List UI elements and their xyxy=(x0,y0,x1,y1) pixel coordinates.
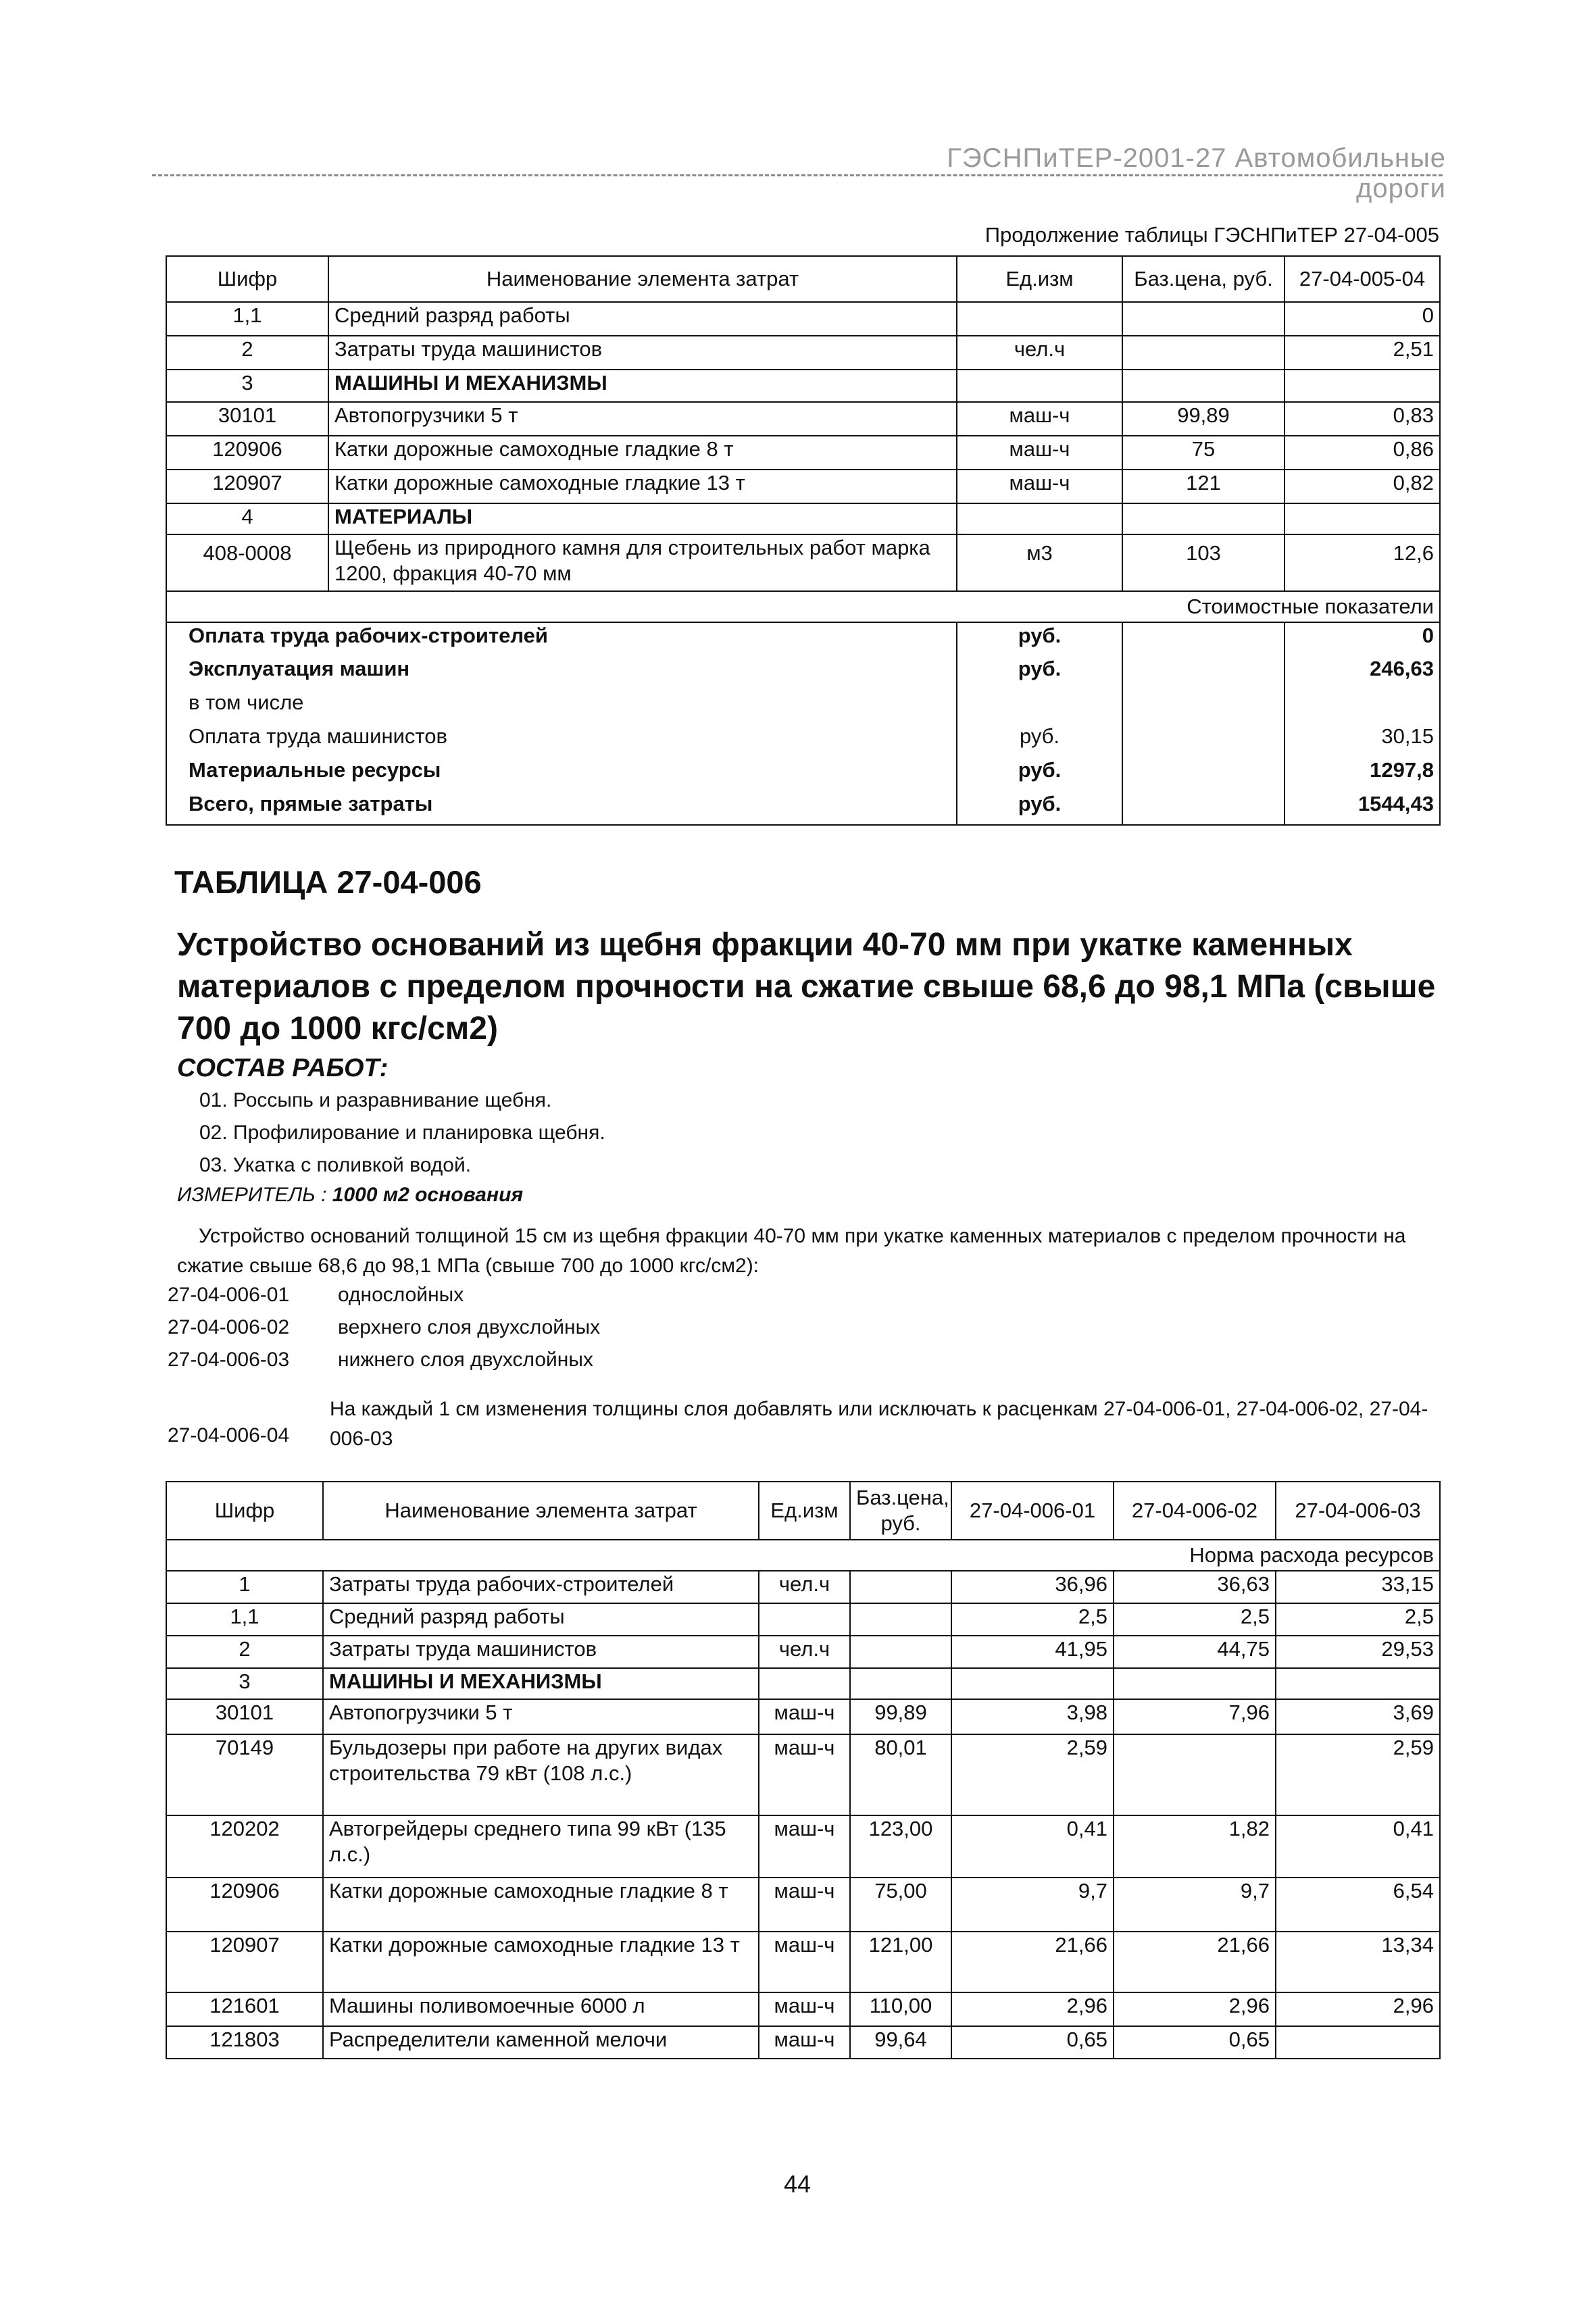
norm-header: Норма расхода ресурсов xyxy=(166,1540,1440,1571)
cell-price: 99,64 xyxy=(850,2026,951,2059)
cell-code: 121803 xyxy=(166,2026,323,2059)
col-header-rate-02: 27-04-006-02 xyxy=(1114,1482,1276,1540)
cost-row xyxy=(166,791,1440,825)
cost-value: 1297,8 xyxy=(1285,757,1440,791)
col-header-code: Шифр xyxy=(166,1482,323,1540)
cell-value xyxy=(1114,1668,1276,1699)
cell-value: 6,54 xyxy=(1276,1878,1440,1932)
table-title: ТАБЛИЦА 27-04-006 xyxy=(174,864,482,900)
rate-code: 27-04-006-01 xyxy=(168,1284,290,1306)
cost-empty xyxy=(1122,757,1285,791)
cell-value: 9,7 xyxy=(1114,1878,1276,1932)
description: Устройство оснований толщиной 15 см из щебня фракции 40-70 мм при укатке каменных материалов с пределом прочности на сжатие свыше 68,6 до 98,1 МПа (свыше 700 до 1000 кгс/см2): xyxy=(177,1225,1406,1277)
cell-code: 120906 xyxy=(166,1878,323,1932)
cell-code: 4 xyxy=(166,503,328,534)
cell-price xyxy=(1122,336,1285,370)
cost-table-27-04-005 xyxy=(166,255,1441,826)
cost-empty xyxy=(1122,690,1285,724)
cell-value: 3,98 xyxy=(951,1699,1114,1734)
cell-value: 0,82 xyxy=(1285,470,1440,503)
works-heading: СОСТАВ РАБОТ: xyxy=(177,1054,389,1082)
rate-code: 27-04-006-03 xyxy=(168,1349,290,1371)
cell-value: 0,65 xyxy=(1114,2026,1276,2059)
cell-price xyxy=(1122,302,1285,336)
cell-name: Бульдозеры при работе на других видах строительства 79 кВт (108 л.с.) xyxy=(323,1734,759,1815)
cost-value xyxy=(1285,690,1440,724)
cost-value: 30,15 xyxy=(1285,724,1440,757)
table-row xyxy=(166,436,1440,470)
cell-name: Катки дорожные самоходные гладкие 8 т xyxy=(328,436,957,470)
col-header-price: Баз.цена, руб. xyxy=(1122,256,1285,302)
cell-code: 120907 xyxy=(166,470,328,503)
page-number: 44 xyxy=(783,2170,812,2198)
cell-section-name: МАШИНЫ И МЕХАНИЗМЫ xyxy=(323,1668,759,1699)
cell-value: 36,63 xyxy=(1114,1571,1276,1603)
cost-value: 1544,43 xyxy=(1285,791,1440,825)
cell-unit: маш-ч xyxy=(759,1815,850,1878)
cell-value: 0,83 xyxy=(1285,402,1440,436)
resource-norm-table-27-04-006 xyxy=(166,1481,1441,2059)
cost-empty xyxy=(1122,656,1285,690)
cell-price: 103 xyxy=(1122,534,1285,591)
cell-value: 7,96 xyxy=(1114,1699,1276,1734)
cell-unit: маш-ч xyxy=(957,470,1122,503)
cell-value: 21,66 xyxy=(1114,1932,1276,1992)
cell-value: 2,5 xyxy=(1114,1603,1276,1636)
measurer-value: 1000 м2 основания xyxy=(332,1184,524,1206)
cell-name: Средний разряд работы xyxy=(328,302,957,336)
work-item: 02. Профилирование и планировка щебня. xyxy=(199,1122,605,1144)
table-row xyxy=(166,2026,1440,2059)
work-item: 03. Укатка с поливкой водой. xyxy=(199,1154,472,1176)
col-header-name: Наименование элемента затрат xyxy=(323,1482,759,1540)
cell-code: 120906 xyxy=(166,436,328,470)
table-row xyxy=(166,1603,1440,1636)
cell-price: 75 xyxy=(1122,436,1285,470)
col-header-unit: Ед.изм xyxy=(957,256,1122,302)
cell-value: 2,59 xyxy=(1276,1734,1440,1815)
cost-unit: руб. xyxy=(957,791,1122,825)
section-title: Устройство оснований из щебня фракции 40-70 мм при укатке каменных материалов с пределом прочности на сжатие свыше 68,6 до 98,1 МПа (свыше 700 до 1000 кгс/см2) xyxy=(177,927,1436,1047)
cell-price: 99,89 xyxy=(1122,402,1285,436)
cell-code: 3 xyxy=(166,370,328,402)
cell-value: 3,69 xyxy=(1276,1699,1440,1734)
cell-value: 1,82 xyxy=(1114,1815,1276,1878)
cost-row xyxy=(166,622,1440,656)
cell-unit: маш-ч xyxy=(759,1992,850,2026)
cell-value xyxy=(1285,370,1440,402)
cell-price: 75,00 xyxy=(850,1878,951,1932)
cell-unit: маш-ч xyxy=(759,1932,850,1992)
cell-code: 121601 xyxy=(166,1992,323,2026)
cell-unit: маш-ч xyxy=(759,1734,850,1815)
cell-price xyxy=(850,1636,951,1668)
table-row xyxy=(166,370,1440,402)
cell-code: 120907 xyxy=(166,1932,323,1992)
cell-price: 110,00 xyxy=(850,1992,951,2026)
table-row xyxy=(166,1571,1440,1603)
cost-empty xyxy=(1122,622,1285,656)
cell-code: 408-0008 xyxy=(166,534,328,591)
cell-name: Катки дорожные самоходные гладкие 8 т xyxy=(323,1878,759,1932)
cell-name: Катки дорожные самоходные гладкие 13 т xyxy=(323,1932,759,1992)
cell-value xyxy=(1276,2026,1440,2059)
cell-unit: маш-ч xyxy=(957,402,1122,436)
cell-unit: м3 xyxy=(957,534,1122,591)
cell-price xyxy=(850,1571,951,1603)
cell-value: 13,34 xyxy=(1276,1932,1440,1992)
col-header-price: Баз.цена, руб. xyxy=(850,1482,951,1540)
cell-unit xyxy=(957,370,1122,402)
cell-name: Автогрейдеры среднего типа 99 кВт (135 л.с.) xyxy=(323,1815,759,1878)
rate-code-text: однослойных xyxy=(338,1284,464,1306)
cell-code: 30101 xyxy=(166,402,328,436)
cell-code: 30101 xyxy=(166,1699,323,1734)
cell-name: Щебень из природного камня для строительных работ марка 1200, фракция 40-70 мм xyxy=(328,534,957,591)
cost-value: 246,63 xyxy=(1285,656,1440,690)
cost-empty xyxy=(1122,724,1285,757)
cost-label: Всего, прямые затраты xyxy=(166,791,957,825)
table-row xyxy=(166,1932,1440,1992)
cell-value: 33,15 xyxy=(1276,1571,1440,1603)
cell-price xyxy=(850,1603,951,1636)
cell-code: 2 xyxy=(166,336,328,370)
cell-value: 0 xyxy=(1285,302,1440,336)
cell-name: Автопогрузчики 5 т xyxy=(328,402,957,436)
cell-value: 0,41 xyxy=(951,1815,1114,1878)
cell-name: Машины поливомоечные 6000 л xyxy=(323,1992,759,2026)
col-header-name: Наименование элемента затрат xyxy=(328,256,957,302)
col-header-code: Шифр xyxy=(166,256,328,302)
cost-row xyxy=(166,757,1440,791)
table-row xyxy=(166,336,1440,370)
cost-row xyxy=(166,724,1440,757)
rate-code-text: верхнего слоя двухслойных xyxy=(338,1316,601,1338)
cost-value: 0 xyxy=(1285,622,1440,656)
cell-value: 21,66 xyxy=(951,1932,1114,1992)
cell-value: 29,53 xyxy=(1276,1636,1440,1668)
cost-indicators-header: Стоимостные показатели xyxy=(166,591,1440,622)
cell-price: 121,00 xyxy=(850,1932,951,1992)
cell-value: 36,96 xyxy=(951,1571,1114,1603)
cell-unit xyxy=(759,1668,850,1699)
cell-unit xyxy=(957,503,1122,534)
table-row xyxy=(166,1734,1440,1815)
cell-code: 1,1 xyxy=(166,1603,323,1636)
cost-empty xyxy=(1122,791,1285,825)
cell-value: 2,5 xyxy=(951,1603,1114,1636)
cell-price: 80,01 xyxy=(850,1734,951,1815)
cell-value: 9,7 xyxy=(951,1878,1114,1932)
cost-label: Эксплуатация машин xyxy=(166,656,957,690)
col-header-unit: Ед.изм xyxy=(759,1482,850,1540)
cell-value xyxy=(1285,503,1440,534)
cell-code: 3 xyxy=(166,1668,323,1699)
cell-unit xyxy=(759,1603,850,1636)
table-row xyxy=(166,470,1440,503)
cell-value xyxy=(1276,1668,1440,1699)
cell-unit: чел.ч xyxy=(759,1571,850,1603)
cell-value: 2,96 xyxy=(1276,1992,1440,2026)
cell-value xyxy=(1114,1734,1276,1815)
work-item: 01. Россыпь и разравнивание щебня. xyxy=(199,1089,552,1111)
table-row xyxy=(166,1699,1440,1734)
cell-name: Затраты труда рабочих-строителей xyxy=(323,1571,759,1603)
measurer-label: ИЗМЕРИТЕЛЬ : xyxy=(177,1184,327,1206)
cell-price: 123,00 xyxy=(850,1815,951,1878)
table-row xyxy=(166,1636,1440,1668)
cell-unit: маш-ч xyxy=(759,2026,850,2059)
table-row xyxy=(166,1668,1440,1699)
cost-row xyxy=(166,690,1440,724)
header-rule xyxy=(152,174,1443,176)
cell-unit: маш-ч xyxy=(957,436,1122,470)
table-continuation-caption: Продолжение таблицы ГЭСНПиТЕР 27-04-005 xyxy=(984,223,1439,247)
cell-price xyxy=(1122,503,1285,534)
cell-code: 1 xyxy=(166,1571,323,1603)
cell-value: 0,86 xyxy=(1285,436,1440,470)
cell-price xyxy=(850,1668,951,1699)
cell-value: 2,96 xyxy=(951,1992,1114,2026)
table-row xyxy=(166,1992,1440,2026)
table-row xyxy=(166,503,1440,534)
col-header-rate-01: 27-04-006-01 xyxy=(951,1482,1114,1540)
cell-unit xyxy=(957,302,1122,336)
cell-value: 0,41 xyxy=(1276,1815,1440,1878)
cost-unit: руб. xyxy=(957,724,1122,757)
cell-value xyxy=(951,1668,1114,1699)
cell-value: 41,95 xyxy=(951,1636,1114,1668)
cell-value: 2,59 xyxy=(951,1734,1114,1815)
cell-value: 2,96 xyxy=(1114,1992,1276,2026)
cell-name: Автопогрузчики 5 т xyxy=(323,1699,759,1734)
cell-name: Средний разряд работы xyxy=(323,1603,759,1636)
table-header-row xyxy=(166,256,1440,302)
measurer xyxy=(177,1184,523,1207)
cell-code: 1,1 xyxy=(166,302,328,336)
cell-name: Распределители каменной мелочи xyxy=(323,2026,759,2059)
cell-value: 2,5 xyxy=(1276,1603,1440,1636)
cell-price: 121 xyxy=(1122,470,1285,503)
table-row xyxy=(166,1815,1440,1878)
cell-price xyxy=(1122,370,1285,402)
cell-section-name: МАШИНЫ И МЕХАНИЗМЫ xyxy=(328,370,957,402)
cell-value: 12,6 xyxy=(1285,534,1440,591)
cell-unit: маш-ч xyxy=(759,1878,850,1932)
running-header: ГЭСНПиТЕР-2001-27 Автомобильные дороги xyxy=(947,143,1446,203)
cost-label: Оплата труда рабочих-строителей xyxy=(166,622,957,656)
col-header-rate-03: 27-04-006-03 xyxy=(1276,1482,1440,1540)
cost-unit: руб. xyxy=(957,656,1122,690)
rate-code-text: нижнего слоя двухслойных xyxy=(338,1349,593,1371)
cell-price: 99,89 xyxy=(850,1699,951,1734)
table-row xyxy=(166,534,1440,591)
table-header-row xyxy=(166,1482,1440,1540)
cost-unit: руб. xyxy=(957,622,1122,656)
cost-unit: руб. xyxy=(957,757,1122,791)
norm-header-row xyxy=(166,1540,1440,1571)
cost-label: Материальные ресурсы xyxy=(166,757,957,791)
cell-value: 0,65 xyxy=(951,2026,1114,2059)
cell-value: 44,75 xyxy=(1114,1636,1276,1668)
cell-name: Затраты труда машинистов xyxy=(328,336,957,370)
note-rate-code: 27-04-006-04 xyxy=(168,1424,290,1447)
col-header-rate: 27-04-005-04 xyxy=(1285,256,1440,302)
rate-code: 27-04-006-02 xyxy=(168,1316,290,1338)
cell-code: 70149 xyxy=(166,1734,323,1815)
table-row xyxy=(166,402,1440,436)
cell-unit: чел.ч xyxy=(759,1636,850,1668)
cell-unit: чел.ч xyxy=(957,336,1122,370)
cell-name: Затраты труда машинистов xyxy=(323,1636,759,1668)
cell-value: 2,51 xyxy=(1285,336,1440,370)
cost-label: Оплата труда машинистов xyxy=(166,724,957,757)
cost-unit xyxy=(957,690,1122,724)
table-row xyxy=(166,1878,1440,1932)
cell-section-name: МАТЕРИАЛЫ xyxy=(328,503,957,534)
cost-row xyxy=(166,656,1440,690)
cost-label: в том числе xyxy=(166,690,957,724)
cell-name: Катки дорожные самоходные гладкие 13 т xyxy=(328,470,957,503)
thickness-note: На каждый 1 см изменения толщины слоя добавлять или исключать к расценкам 27-04-006-01, 27-04-006-02, 27-04-006-03 xyxy=(330,1398,1428,1450)
table-row xyxy=(166,302,1440,336)
cost-indicators-header-row xyxy=(166,591,1440,622)
cell-code: 2 xyxy=(166,1636,323,1668)
cell-unit: маш-ч xyxy=(759,1699,850,1734)
cell-code: 120202 xyxy=(166,1815,323,1878)
